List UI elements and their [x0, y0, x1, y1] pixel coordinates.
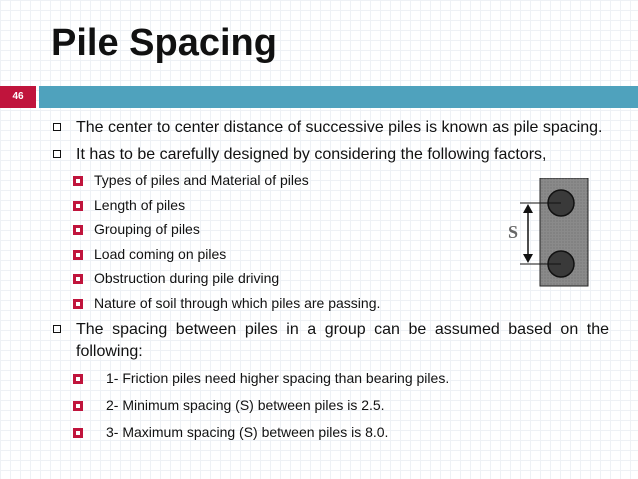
factor-text: Nature of soil through which piles are passing.	[94, 294, 381, 311]
square-bullet-icon	[53, 123, 61, 131]
bullet	[49, 117, 609, 139]
square-bullet-icon	[73, 401, 83, 411]
square-bullet-icon	[73, 374, 83, 384]
factor-text: Load coming on piles	[94, 245, 227, 262]
bullet	[49, 144, 609, 166]
factor-text: Length of piles	[94, 196, 186, 213]
slide-title: Pile Spacing	[51, 22, 277, 64]
factor-text: Types of piles and Material of piles	[94, 172, 309, 188]
square-bullet-icon	[73, 274, 83, 284]
square-bullet-icon	[53, 150, 61, 158]
rule-item	[49, 392, 609, 419]
square-bullet-icon	[73, 299, 83, 309]
arrow-down-icon	[523, 254, 533, 263]
bullet-text: It has to be carefully designed by considering the following factors,	[76, 146, 547, 163]
slide-number: 46	[0, 86, 36, 108]
square-bullet-icon	[73, 225, 83, 235]
factor-text: Grouping of piles	[94, 221, 200, 237]
factor-text: Obstruction during pile driving	[94, 270, 280, 286]
bullet-text: The spacing between piles in a group can be assumed based on the following:	[76, 321, 609, 360]
pile-spacing-diagram	[508, 178, 592, 288]
bullet	[49, 319, 609, 363]
rule-text: 2- Minimum spacing (S) between piles is 2.5.	[106, 397, 385, 413]
rule-text: 3- Maximum spacing (S) between piles is 8.0.	[106, 424, 389, 440]
rule-item	[49, 419, 609, 446]
square-bullet-icon	[73, 428, 83, 438]
square-bullet-icon	[73, 250, 83, 260]
title-bar	[39, 86, 638, 108]
square-bullet-icon	[53, 325, 61, 333]
square-bullet-icon	[73, 176, 83, 186]
rule-list	[49, 365, 609, 446]
factor-item	[49, 291, 609, 316]
arrow-up-icon	[523, 204, 533, 213]
rule-text: 1- Friction piles need higher spacing than bearing piles.	[106, 370, 450, 386]
spacing-label: S	[508, 222, 519, 242]
rule-item	[49, 365, 609, 392]
square-bullet-icon	[73, 201, 83, 211]
bullet-text: The center to center distance of successive piles is known as pile spacing.	[76, 119, 603, 136]
